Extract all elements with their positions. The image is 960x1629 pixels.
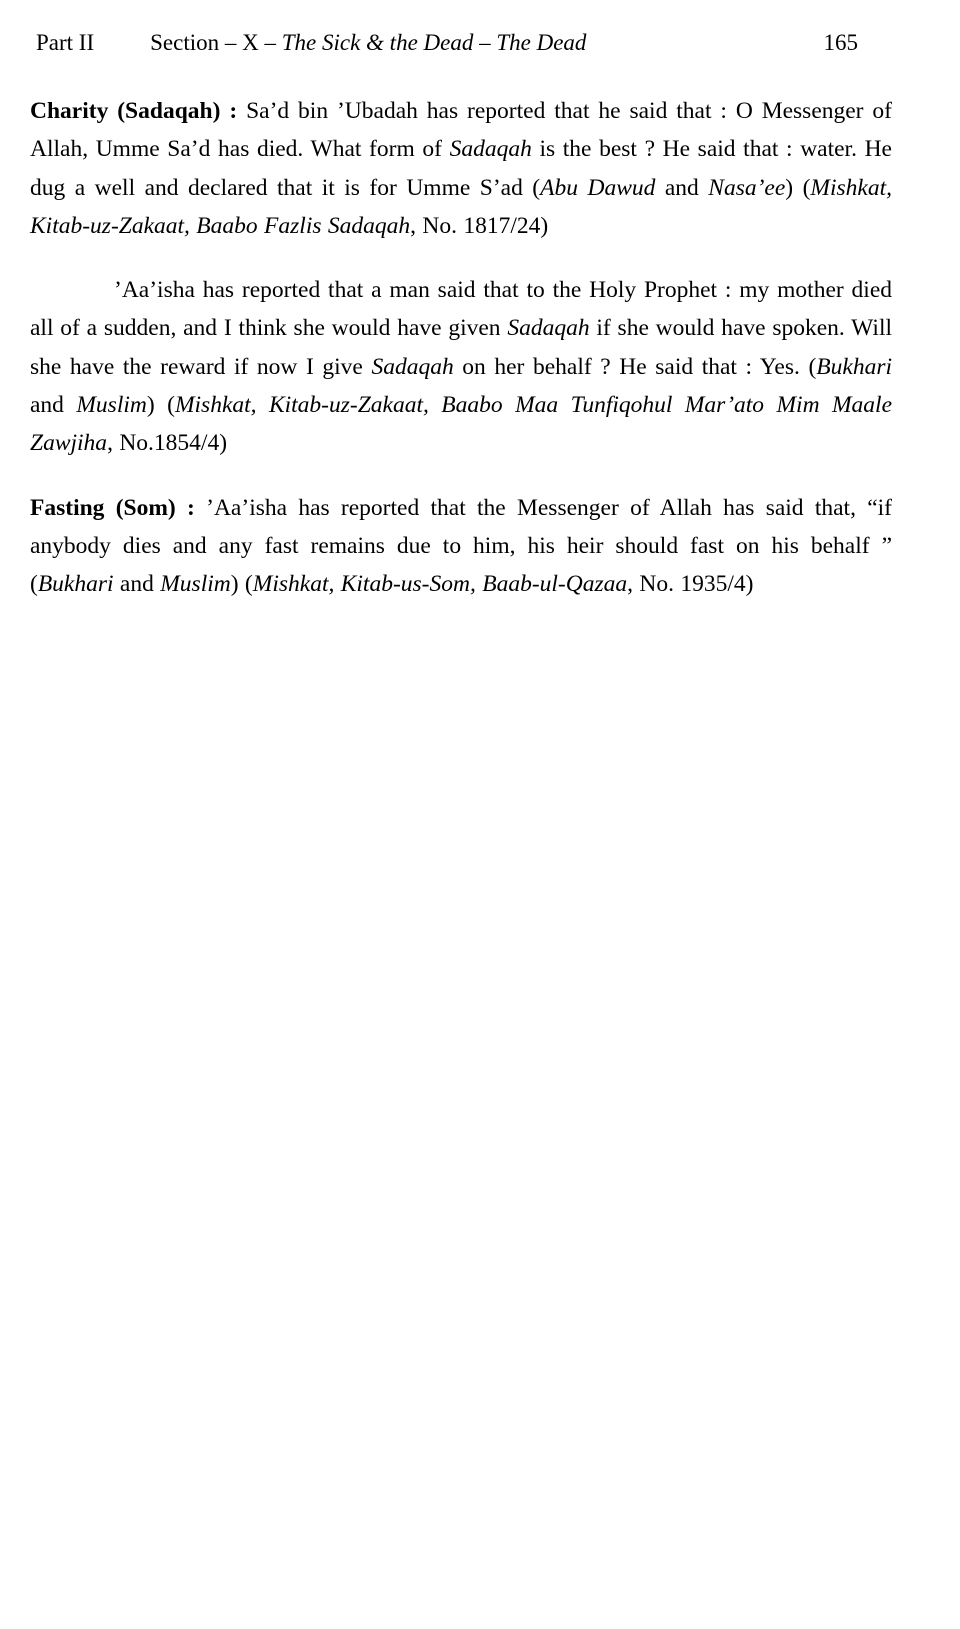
text-run: Sadaqah bbox=[507, 315, 590, 342]
text-run: and bbox=[655, 174, 709, 201]
text-run: ’Aa’isha has reported that a man said that to the Holy Prophet : my mother died all of a sudden, and I think she would have given bbox=[30, 277, 892, 342]
text-run: if she would have spoken. Will she have the reward if now I give bbox=[30, 315, 892, 380]
paragraph-heading: Charity (Sadaqah) : bbox=[30, 98, 238, 124]
running-head-section bbox=[150, 30, 586, 56]
text-run: Mishkat, Kitab-us-Som, Baab-ul-Qazaa bbox=[252, 571, 628, 598]
text-run: on her behalf ? He said that : Yes. ( bbox=[453, 353, 817, 380]
paragraph-fasting-som bbox=[30, 489, 892, 604]
running-head-section-prefix: Section – X – bbox=[150, 30, 282, 55]
text-run: Abu Dawud bbox=[540, 174, 656, 201]
paragraph-charity-sadaqah bbox=[30, 92, 892, 245]
text-run: ) ( bbox=[230, 571, 253, 598]
paragraph-list bbox=[30, 92, 892, 604]
text-run: Nasa’ee bbox=[708, 174, 786, 201]
text-run: Bukhari bbox=[816, 353, 892, 380]
text-run: Sadaqah bbox=[449, 136, 532, 163]
running-head-part: Part II bbox=[36, 30, 95, 55]
text-run: Muslim bbox=[160, 571, 231, 598]
text-run: Sadaqah bbox=[371, 353, 454, 380]
text-run: , No.1854/4) bbox=[107, 430, 228, 457]
page-number: 165 bbox=[823, 30, 858, 55]
text-run: and bbox=[113, 571, 161, 598]
running-head bbox=[30, 30, 892, 56]
running-head-section-title: The Sick & the Dead – The Dead bbox=[281, 30, 587, 55]
text-run: , No. 1817/24) bbox=[410, 212, 549, 239]
text-run: Sa’d bin ’Ubadah has reported that he said that : O Messenger of Allah, Umme Sa’d has died. What form of bbox=[30, 98, 892, 163]
text-run: ) ( bbox=[146, 392, 175, 419]
body-text-column bbox=[30, 92, 892, 604]
text-run: is the best ? He said that : water. He dug a well and declared that it is for Umme S’ad ( bbox=[30, 136, 892, 201]
text-run: Bukhari bbox=[37, 571, 114, 598]
text-run: Mishkat, Kitab-uz-Zakaat, Baabo Maa Tunfiqohul Mar’ato Mim Maale Zawjiha bbox=[30, 392, 892, 457]
paragraph-heading: Fasting (Som) : bbox=[30, 494, 195, 521]
text-run: ) ( bbox=[785, 174, 811, 201]
text-run: Mishkat, Kitab-uz-Zakaat, Baabo Fazlis Sadaqah bbox=[30, 174, 893, 239]
paragraph-aaisha-mother-died bbox=[30, 271, 892, 462]
text-run: ’Aa’isha has reported that the Messenger of Allah has said that, “if anybody dies and any fast remains due to him, his heir should fast on his behalf ” ( bbox=[30, 494, 893, 598]
text-run: Muslim bbox=[76, 392, 147, 419]
text-run: and bbox=[30, 392, 77, 419]
text-run: , No. 1935/4) bbox=[627, 571, 754, 598]
